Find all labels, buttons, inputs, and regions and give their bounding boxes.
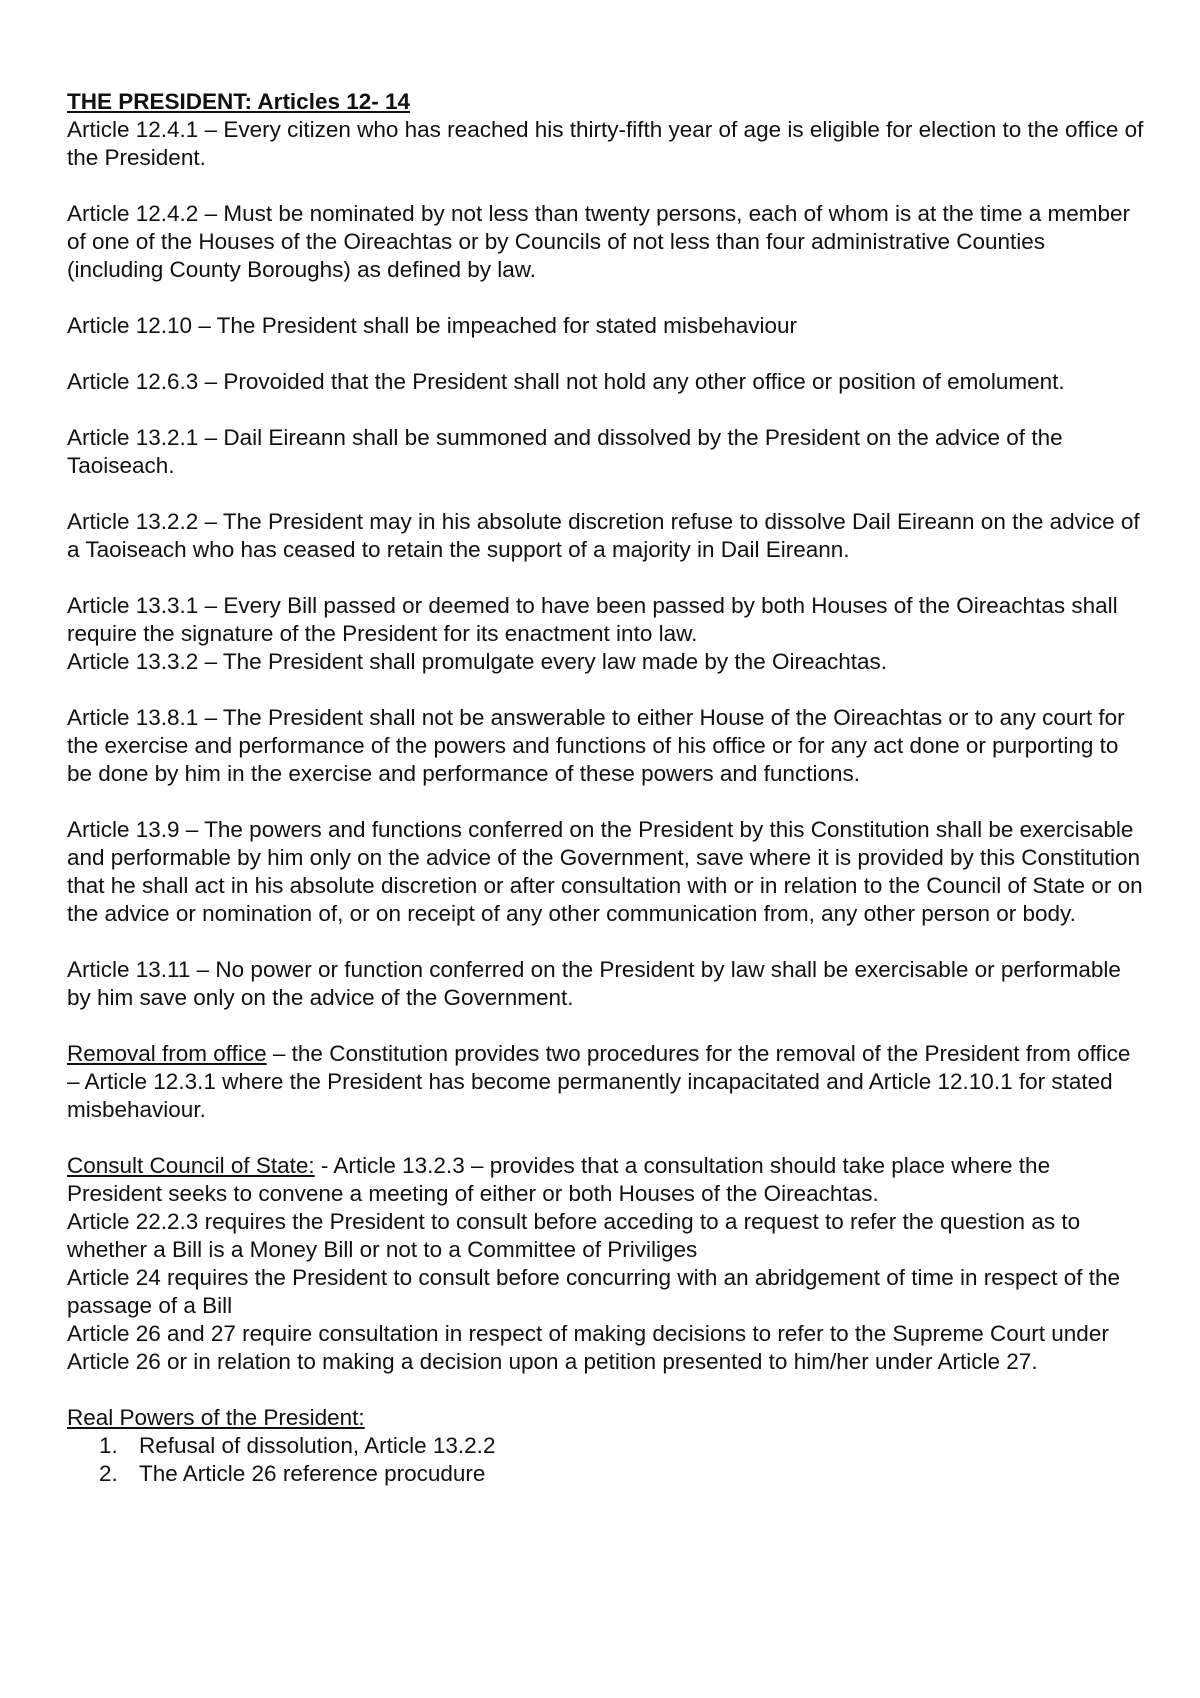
removal-paragraph [67,1040,1147,1124]
real-powers-list [67,1432,1147,1488]
article-12-4-2: Article 12.4.2 – Must be nominated by not less than twenty persons, each of whom is at the time a member of one of the Houses of the Oireachtas or by Councils of not less than four administrative Counties (including County Boroughs) as defined by law. [67,201,1131,282]
article-13-11: Article 13.11 – No power or function conferred on the President by law shall be exercisable or performable by him save only on the advice of the Government. [67,957,1121,1010]
article-13-2-1: Article 13.2.1 – Dail Eireann shall be summoned and dissolved by the President on the advice of the Taoiseach. [67,425,1063,478]
article-13-3-2: Article 13.3.2 – The President shall promulgate every law made by the Oireachtas. [67,649,888,674]
list-item [67,1460,1147,1488]
list-item-text: The Article 26 reference procudure [139,1461,486,1486]
article-13-2-2: Article 13.2.2 – The President may in his absolute discretion refuse to dissolve Dail Eireann on the advice of a Taoiseach who has ceased to retain the support of a majority in Dail Eireann. [67,509,1140,562]
list-item-number: 1. [99,1433,118,1458]
article-12-4-1: Article 12.4.1 – Every citizen who has reached his thirty-fifth year of age is eligible for election to the office of the President. [67,117,1144,170]
article-12-6-3: Article 12.6.3 – Provoided that the President shall not hold any other office or position of emolument. [67,369,1065,394]
document-title: THE PRESIDENT: Articles 12- 14 [67,89,411,114]
consult-line-article-26-27: Article 26 and 27 require consultation in respect of making decisions to refer to the Supreme Court under Article 26 or in relation to making a decision upon a petition presented to him/her under Article 27. [67,1321,1109,1374]
list-item [67,1432,1147,1460]
document-page [67,88,1147,1488]
consult-line-article-24: Article 24 requires the President to consult before concurring with an abridgement of time in respect of the passage of a Bill [67,1265,1121,1318]
real-powers-heading: Real Powers of the President: [67,1405,365,1430]
article-13-3-1: Article 13.3.1 – Every Bill passed or deemed to have been passed by both Houses of the Oireachtas shall require the signature of the President for its enactment into law. [67,593,1118,646]
article-13-8-1: Article 13.8.1 – The President shall not be answerable to either House of the Oireachtas or to any court for the exercise and performance of the powers and functions of his office or for any act done or purporting to be done by him in the exercise and performance of these powers and functions. [67,705,1125,786]
consult-line-article-22: Article 22.2.3 requires the President to consult before acceding to a request to refer the question as to whether a Bill is a Money Bill or not to a Committee of Priviliges [67,1209,1081,1262]
article-13-9: Article 13.9 – The powers and functions conferred on the President by this Constitution shall be exercisable and performable by him only on the advice of the Government, save where it is provided by this Constitution that he shall act in his absolute discretion or after consultation with or in relation to the Council of State or on the advice or nomination of, or on receipt of any other communication from, any other person or body. [67,817,1143,926]
removal-heading: Removal from office [67,1041,267,1066]
consult-heading: Consult Council of State: [67,1153,315,1178]
list-item-number: 2. [99,1461,118,1486]
removal-text: – the Constitution provides two procedures for the removal of the President from office – Article 12.3.1 where the President has become permanently incapacitated and Article 12.10.1 for stated misbehaviour. [67,1041,1131,1122]
consult-text: - Article 13.2.3 – provides that a consultation should take place where the President seeks to convene a meeting of either or both Houses of the Oireachtas. [67,1153,1051,1206]
list-item-text: Refusal of dissolution, Article 13.2.2 [139,1433,496,1458]
article-12-10: Article 12.10 – The President shall be impeached for stated misbehaviour [67,313,797,338]
consult-paragraph [67,1152,1147,1208]
